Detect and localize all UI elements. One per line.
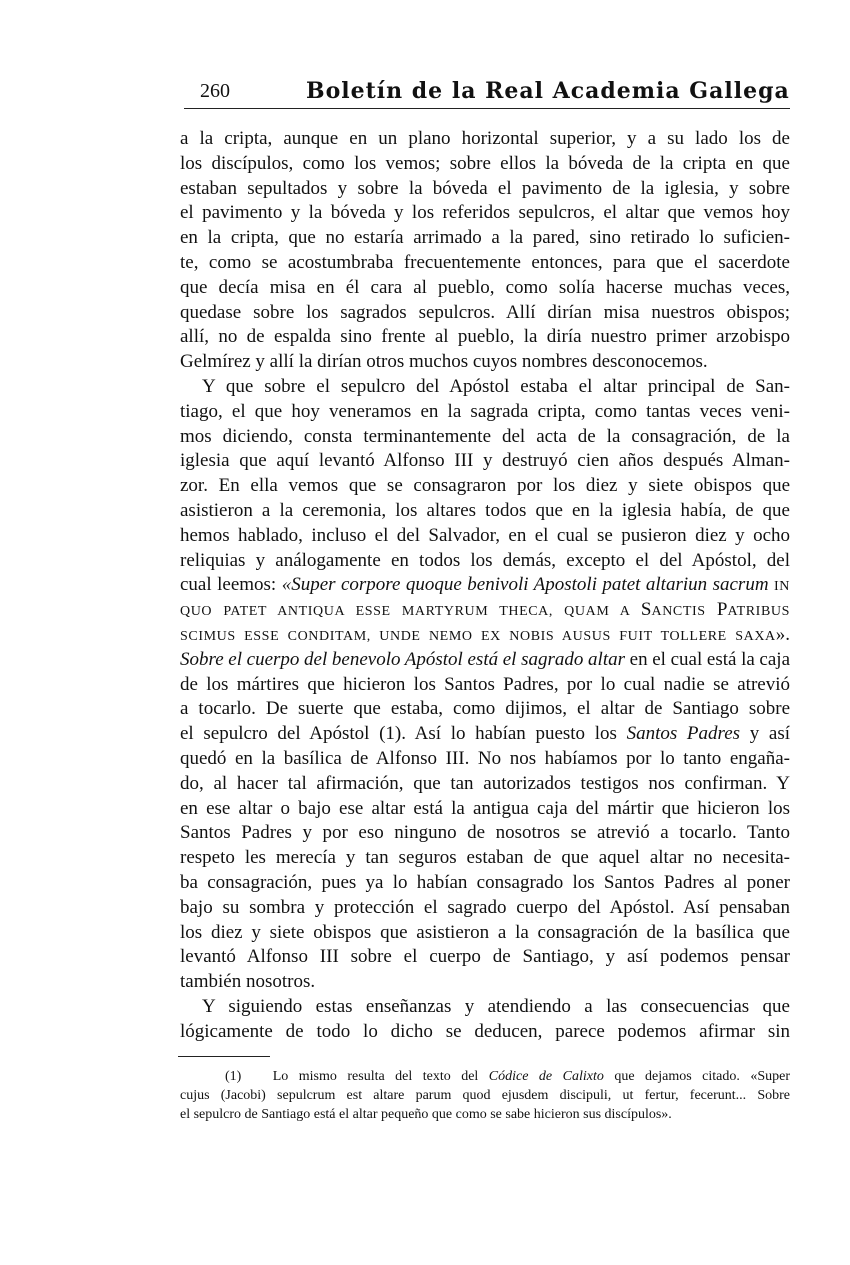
footnote-rule [178, 1056, 270, 1057]
footnote-line [180, 1086, 790, 1105]
line-content [180, 722, 790, 747]
text-segment: Sobre el cuerpo del benevolo Apóstol está el sagrado altar [180, 648, 625, 670]
text-segment: Gelmírez y allí la dirían otros muchos cuyos nombres desconocemos. [180, 351, 708, 373]
journal-title: Boletín de la Real Academia Gallega [306, 78, 790, 104]
text-segment: ANCTIS [651, 604, 717, 620]
text-segment: mos diciendo, consta terminantemente del acta de la consagración, de la [180, 425, 790, 447]
text-segment: a la cripta, aunque en un plano horizontal superior, y a su lado los de [180, 128, 790, 149]
text-line [180, 350, 790, 375]
body-text [180, 127, 790, 1044]
text-line [180, 449, 790, 474]
text-segment: también nosotros. [180, 971, 316, 993]
text-line [180, 474, 790, 499]
line-content [180, 921, 790, 946]
text-segment: a tocarlo. De suerte que estaba, como dijimos, el altar de Santiago sobre [180, 698, 790, 720]
line-content [180, 697, 790, 722]
text-line [180, 301, 790, 326]
line-content [180, 449, 790, 474]
line-content [180, 325, 790, 350]
text-segment: allí, no de espalda sino frente al pueblo, la diría nuestro primer arzobispo [180, 326, 790, 348]
text-line [180, 921, 790, 946]
text-segment: y así [740, 723, 790, 745]
line-content [180, 573, 790, 600]
text-line [180, 499, 790, 524]
text-line [180, 524, 790, 549]
text-segment: el sepulcro del Apóstol (1). Así lo habían puesto los [180, 723, 627, 745]
text-segment: ATRIBUS [727, 604, 790, 620]
text-line [180, 846, 790, 871]
text-segment: lógicamente de todo lo dicho se deducen, parece podemos afirmar sin [180, 1020, 790, 1042]
line-content [180, 797, 790, 822]
text-line [180, 201, 790, 226]
text-segment: iglesia que aquí levantó Alfonso III y destruyó cien años después Alman- [180, 450, 790, 472]
running-header [184, 78, 790, 109]
text-segment: tiago, el que hoy veneramos en la sagrada cripta, como tantas veces veni- [180, 400, 790, 422]
line-content [180, 821, 790, 846]
line-content [180, 623, 790, 650]
text-segment: bajo su sombra y protección el sagrado cuerpo del Apóstol. Así pensaban [180, 896, 790, 918]
line-content [180, 846, 790, 871]
text-line [180, 648, 790, 673]
text-segment: P [716, 599, 728, 621]
text-line [180, 127, 790, 152]
text-line [180, 1020, 790, 1045]
text-segment: ba consagración, pues ya lo habían consagrado los Santos Padres al poner [180, 871, 790, 893]
line-content [225, 1067, 790, 1086]
text-segment: S [640, 599, 652, 621]
line-content [180, 1086, 790, 1105]
line-content [180, 226, 790, 251]
text-line [180, 747, 790, 772]
footnote-line [180, 1067, 790, 1086]
text-line [180, 226, 790, 251]
page-number: 260 [200, 80, 230, 102]
text-segment: cual leemos: [180, 574, 282, 596]
text-line [180, 549, 790, 574]
line-content [180, 747, 790, 772]
text-line [180, 276, 790, 301]
text-segment: IN [774, 579, 790, 595]
line-content [180, 474, 790, 499]
text-segment: que dejamos citado. «Super [603, 1069, 790, 1084]
text-line [180, 896, 790, 921]
text-segment: ». [775, 623, 790, 645]
line-content [180, 871, 790, 896]
text-segment: zor. En ella vemos que se consagraron por los diez y siete obispos que [180, 475, 790, 497]
text-line [180, 425, 790, 450]
text-line [180, 375, 790, 400]
footnote-line [180, 1105, 790, 1124]
line-content [180, 499, 790, 524]
text-line [180, 970, 790, 995]
text-segment: (1) Lo mismo resulta del texto del [225, 1069, 489, 1084]
text-segment: SCIMUS ESSE CONDITAM, UNDE NEMO EX NOBIS AUSUS FUIT TOLLERE SAXA [180, 628, 776, 644]
text-segment: Santos Padres [626, 723, 741, 745]
line-content [180, 425, 790, 450]
line-content [180, 772, 790, 797]
text-segment: levantó Alfonso III sobre el cuerpo de Santiago, y así podemos pensar [180, 946, 790, 968]
text-segment: respeto les merecía y tan seguros estaban de que aquel altar no necesita- [180, 847, 790, 869]
text-segment: Códice de Calixto [488, 1069, 604, 1084]
line-content [180, 524, 790, 549]
text-line [180, 821, 790, 846]
text-line [180, 772, 790, 797]
text-line [180, 722, 790, 747]
text-segment: QUO PATET ANTIQUA ESSE MARTYRUM THECA, QUAM A [180, 604, 641, 620]
text-segment: quedase sobre los sagrados sepulcros. Allí dirían misa nuestros obispos; [180, 301, 790, 323]
line-content [180, 896, 790, 921]
line-content [202, 995, 790, 1020]
text-segment: en ese altar o bajo ese altar está la antigua caja del mártir que hicieron los [180, 797, 790, 819]
text-segment: reliquias y análogamente en todos los demás, excepto el del Apóstol, del [180, 549, 790, 571]
text-segment: te, como se acostumbraba frecuentemente entonces, para que el sacerdote [180, 251, 790, 273]
line-content [180, 251, 790, 276]
text-line [180, 623, 790, 648]
text-line [180, 573, 790, 598]
line-content [180, 945, 790, 970]
text-segment: quedó en la basílica de Alfonso III. No nos habíamos por lo tanto engaña- [180, 747, 790, 769]
line-content [180, 301, 790, 326]
line-content [180, 127, 790, 152]
footnote [180, 1067, 790, 1124]
text-line [180, 400, 790, 425]
text-segment: de los mártires que hicieron los Santos Padres, por lo cual nadie se atrevió [180, 673, 790, 695]
text-segment: en la cripta, que no estaría arrimado a la pared, sino retirado lo suficien- [180, 227, 790, 249]
text-line [180, 871, 790, 896]
text-line [180, 797, 790, 822]
text-segment: el pavimento y la bóveda y los referidos sepulcros, el altar que vemos hoy [180, 202, 790, 224]
text-segment: «Super corpore quoque benivoli Apostoli patet altariun sacrum [281, 574, 775, 596]
text-segment: do, al hacer tal afirmación, que tan autorizados testigos nos confirman. Y [180, 772, 790, 794]
line-content [180, 598, 790, 625]
line-content [180, 276, 790, 301]
text-line [180, 325, 790, 350]
line-content [180, 970, 315, 995]
text-line [180, 177, 790, 202]
line-content [180, 648, 790, 673]
line-content [180, 177, 790, 202]
line-content [180, 152, 790, 177]
text-segment: Santos Padres y por eso ninguno de nosotros se atrevió a tocarlo. Tanto [180, 822, 790, 844]
text-segment: Y que sobre el sepulcro del Apóstol estaba el altar principal de San- [202, 375, 790, 397]
text-segment: que decía misa en él cara al pueblo, como solía hacerse muchas veces, [180, 276, 790, 298]
line-content [180, 549, 790, 574]
line-content [180, 400, 790, 425]
text-segment: los diez y siete obispos que asistieron a la consagración de la basílica que [180, 921, 790, 943]
text-line [180, 673, 790, 698]
text-line [180, 152, 790, 177]
text-segment: Y siguiendo estas enseñanzas y atendiendo a las consecuencias que [202, 995, 790, 1017]
text-segment: hemos hablado, incluso el del Salvador, en el cual se pusieron diez y ocho [180, 524, 790, 546]
text-segment: asistieron a la ceremonia, los altares todos que en la iglesia había, de que [180, 499, 790, 521]
text-segment: los discípulos, como los vemos; sobre ellos la bóveda de la cripta en que [180, 152, 790, 174]
text-line [180, 697, 790, 722]
text-line [180, 598, 790, 623]
text-segment: cujus (Jacobi) sepulcrum est altare parum quod ejusdem discipuli, ut fertur, fecerunt... Sobre [180, 1088, 790, 1103]
line-content [180, 1020, 790, 1045]
line-content [180, 1105, 672, 1124]
text-segment: estaban sepultados y sobre la bóveda el pavimento de la iglesia, y sobre [180, 177, 790, 199]
line-content [202, 375, 790, 400]
text-line [180, 945, 790, 970]
line-content [180, 673, 790, 698]
text-segment: en el cual está la caja [625, 648, 791, 670]
line-content [180, 350, 708, 375]
text-line [180, 251, 790, 276]
text-line [180, 995, 790, 1020]
text-segment: el sepulcro de Santiago está el altar pequeño que como se sabe hicieron sus discípulos». [180, 1107, 672, 1122]
line-content [180, 201, 790, 226]
